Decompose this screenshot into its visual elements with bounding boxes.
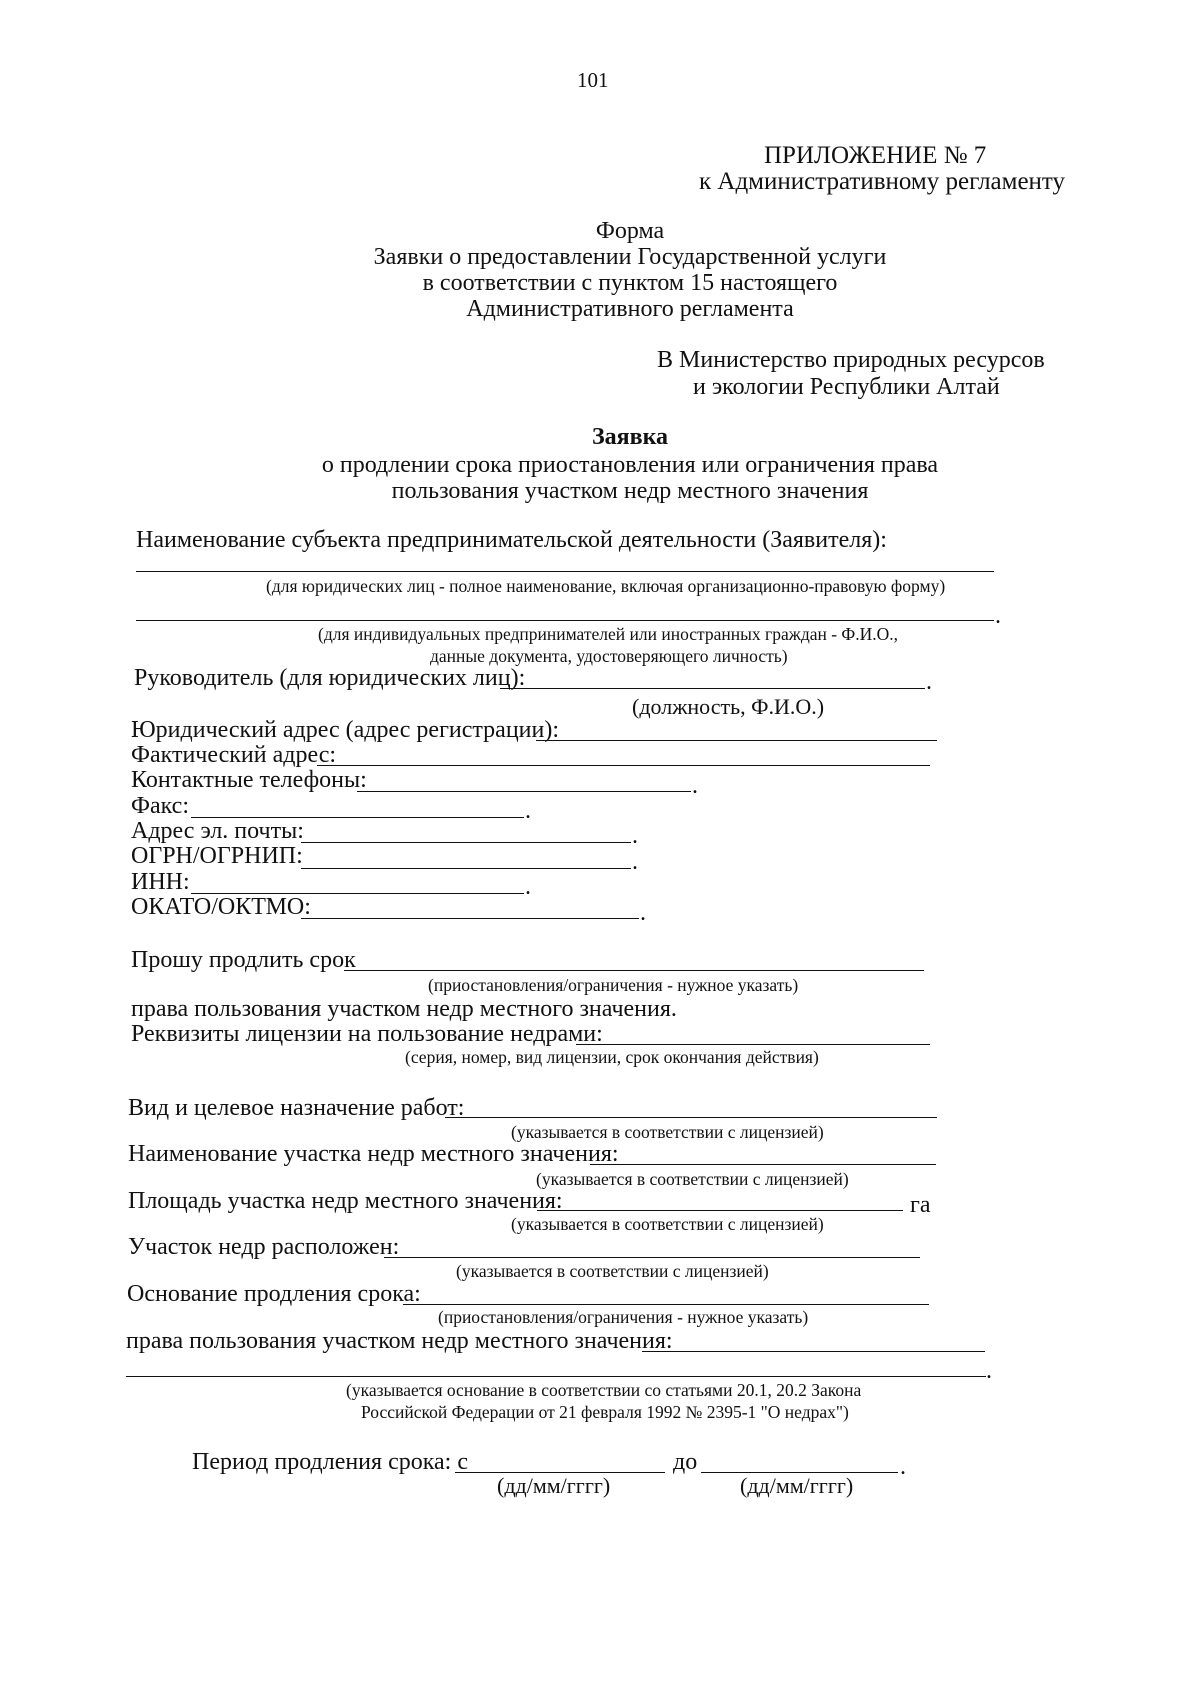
phones-dot: . <box>692 773 698 799</box>
okato-label: ОКАТО/ОКТМО: <box>131 894 311 920</box>
license-hint: (серия, номер, вид лицензии, срок окончания действия) <box>405 1047 819 1067</box>
works-type-label: Вид и целевое назначение работ: <box>128 1095 465 1121</box>
appendix-title: ПРИЛОЖЕНИЕ № 7 <box>764 142 987 169</box>
area-label: Площадь участка недр местного значения: <box>128 1188 563 1214</box>
works-type-hint: (указывается в соответствии с лицензией) <box>511 1122 824 1142</box>
legal-address-label: Юридический адрес (адрес регистрации): <box>131 717 560 743</box>
basis-note-2: Российской Федерации от 21 февраля 1992 № 2395-1 "О недрах") <box>361 1402 849 1422</box>
prolong-rest: права пользования участком недр местного значения. <box>131 996 677 1022</box>
period-label: Период продления срока: с <box>192 1449 468 1475</box>
inn-label: ИНН: <box>131 869 190 895</box>
basis-rest: права пользования участком недр местного значения: <box>126 1328 673 1354</box>
applicant-legal-hint: (для юридических лиц - полное наименование, включая организационно-правовую форму) <box>266 576 946 596</box>
addressee-line2: и экологии Республики Алтай <box>693 374 1000 400</box>
okato-dot: . <box>640 900 646 926</box>
fax-label: Факс: <box>131 793 189 819</box>
head-label: Руководитель (для юридических лиц): <box>134 665 526 691</box>
plot-name-hint: (указывается в соответствии с лицензией) <box>536 1169 849 1189</box>
period-from-hint: (дд/мм/гггг) <box>497 1473 611 1498</box>
page-number: 101 <box>577 68 609 92</box>
basis-label: Основание продления срока: <box>127 1281 421 1307</box>
actual-address-label: Фактический адрес: <box>131 742 337 768</box>
application-subtitle-line2: пользования участком недр местного значения <box>391 478 869 504</box>
ogrn-dot: . <box>632 849 638 875</box>
ogrn-label: ОГРН/ОГРНИП: <box>131 843 303 869</box>
email-label: Адрес эл. почты: <box>131 818 304 844</box>
actual-address-line[interactable] <box>317 765 930 766</box>
basis-rest-line[interactable] <box>642 1351 985 1352</box>
inn-dot: . <box>525 874 531 900</box>
license-line[interactable] <box>576 1044 930 1045</box>
applicant-individual-dot: . <box>995 603 1001 629</box>
phones-line[interactable] <box>357 791 691 792</box>
location-line[interactable] <box>384 1257 920 1258</box>
applicant-individual-name-line[interactable] <box>136 620 994 621</box>
ogrn-line[interactable] <box>301 868 631 869</box>
area-hint: (указывается в соответствии с лицензией) <box>511 1214 824 1234</box>
addressee-line1: В Министерство природных ресурсов <box>657 347 1045 373</box>
location-label: Участок недр расположен: <box>128 1234 400 1260</box>
phones-label: Контактные телефоны: <box>131 767 367 793</box>
plot-name-label: Наименование участка недр местного значения: <box>128 1141 619 1167</box>
plot-name-line[interactable] <box>590 1164 936 1165</box>
basis-hint: (приостановления/ограничения - нужное указать) <box>438 1307 809 1327</box>
head-dot: . <box>926 669 932 695</box>
fax-dot: . <box>525 798 531 824</box>
application-title: Заявка <box>591 424 669 450</box>
works-type-line[interactable] <box>445 1117 937 1118</box>
head-hint: (должность, Ф.И.О.) <box>632 694 825 719</box>
prolong-line[interactable] <box>344 970 924 971</box>
application-subtitle-line1: о продлении срока приостановления или ограничения права <box>321 452 939 478</box>
form-header-line3: в соответствии с пунктом 15 настоящего <box>422 270 838 296</box>
basis-line[interactable] <box>403 1304 929 1305</box>
location-hint: (указывается в соответствии с лицензией) <box>456 1261 769 1281</box>
area-unit: га <box>910 1192 931 1218</box>
legal-address-line[interactable] <box>536 740 937 741</box>
basis-rest-line-2[interactable] <box>126 1376 986 1377</box>
head-field-line[interactable] <box>500 688 925 689</box>
email-dot: . <box>632 823 638 849</box>
prolong-label: Прошу продлить срок <box>131 947 356 973</box>
email-line[interactable] <box>301 842 631 843</box>
applicant-label: Наименование субъекта предпринимательской деятельности (Заявителя): <box>136 527 887 553</box>
license-label: Реквизиты лицензии на пользование недрами: <box>131 1021 603 1047</box>
form-header-line4: Административного регламента <box>466 296 794 322</box>
applicant-individual-hint-1: (для индивидуальных предпринимателей или иностранных граждан - Ф.И.О., <box>318 624 899 644</box>
area-line[interactable] <box>537 1210 903 1211</box>
form-header-line2: Заявки о предоставлении Государственной услуги <box>373 244 887 270</box>
basis-note-1: (указывается основание в соответствии со статьями 20.1, 20.2 Закона <box>346 1380 862 1400</box>
appendix-subtitle: к Административному регламенту <box>699 168 1066 195</box>
period-dot: . <box>900 1454 906 1480</box>
period-to-label: до <box>673 1449 698 1475</box>
prolong-hint: (приостановления/ограничения - нужное указать) <box>428 975 799 995</box>
period-to-hint: (дд/мм/гггг) <box>740 1473 854 1498</box>
applicant-individual-hint-2: данные документа, удостоверяющего личность) <box>430 646 788 666</box>
form-header-line1: Форма <box>595 218 665 244</box>
okato-line[interactable] <box>301 918 639 919</box>
applicant-legal-name-line[interactable] <box>136 571 994 572</box>
basis-dot: . <box>986 1358 992 1384</box>
